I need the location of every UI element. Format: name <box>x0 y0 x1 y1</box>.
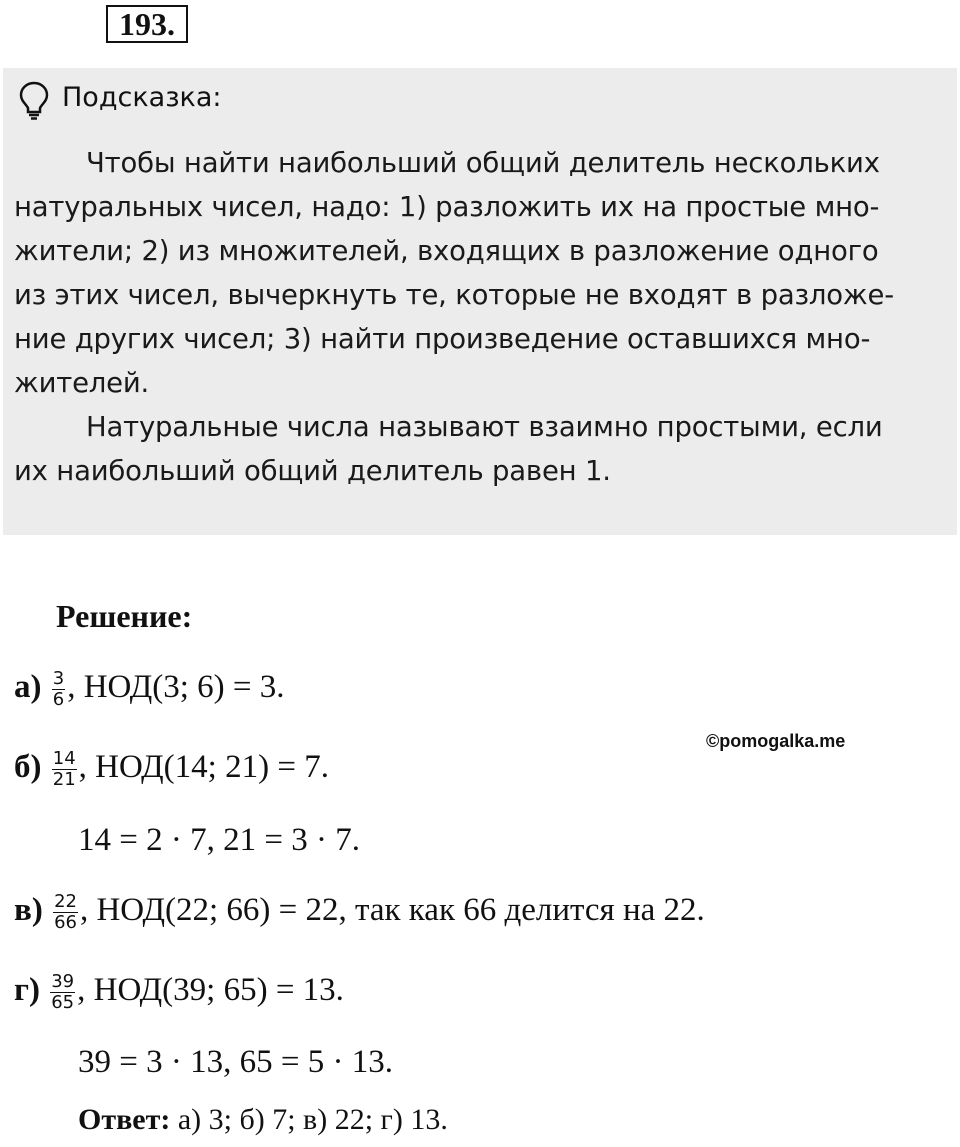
task-number: 193. <box>106 5 188 43</box>
item-text: , НОД(14; 21) = 7. <box>78 749 329 785</box>
item-text: , НОД(39; 65) = 13. <box>77 972 344 1008</box>
item-text: , НОД(3; 6) = 3. <box>67 669 285 705</box>
hint-line: натуральных чисел, надо: 1) разложить их на простые мно- <box>14 191 880 223</box>
fraction: $\frac{39}{65}$ <box>51 970 75 1013</box>
item-label: а) <box>14 669 42 705</box>
solution-line: 39 = 3 · 13, 65 = 5 · 13. <box>78 1044 393 1080</box>
item-label: б) <box>14 749 42 785</box>
hint-line: жителей. <box>14 367 150 399</box>
hint-line: Натуральные числа называют взаимно простыми, если <box>86 411 883 443</box>
hint-line: из этих чисел, вычеркнуть те, которые не входят в разложе- <box>14 279 894 311</box>
answer <box>78 1100 448 1140</box>
item-label: в) <box>14 892 43 928</box>
hint-line: жители; 2) из множителей, входящих в разложение одного <box>14 235 879 267</box>
fraction: $\frac{14}{21}$ <box>52 747 76 790</box>
item-text: , НОД(22; 66) = 22, так как 66 делится на 22. <box>79 892 705 928</box>
hint-line: Чтобы найти наибольший общий делитель нескольких <box>86 147 880 179</box>
item-label: г) <box>14 972 40 1008</box>
solution-line: 14 = 2 · 7, 21 = 3 · 7. <box>78 822 360 858</box>
answer-text: а) 3; б) 7; в) 22; г) 13. <box>170 1103 448 1136</box>
lightbulb-icon <box>18 80 50 120</box>
hint-line: ние других чисел; 3) найти произведение оставшихся мно- <box>14 323 871 355</box>
solution-item-a <box>14 667 285 710</box>
hint-title: Подсказка: <box>62 82 222 113</box>
solution-item-g <box>14 970 344 1013</box>
solution-item-v <box>14 890 705 933</box>
solution-title: Решение: <box>56 598 193 634</box>
answer-label: Ответ: <box>78 1103 171 1136</box>
fraction: $\frac{3}{6}$ <box>52 667 65 710</box>
solution-item-b <box>14 747 329 790</box>
hint-line: их наибольший общий делитель равен 1. <box>14 455 611 487</box>
watermark: ©pomogalka.me <box>706 731 846 751</box>
fraction: $\frac{22}{66}$ <box>54 890 77 933</box>
